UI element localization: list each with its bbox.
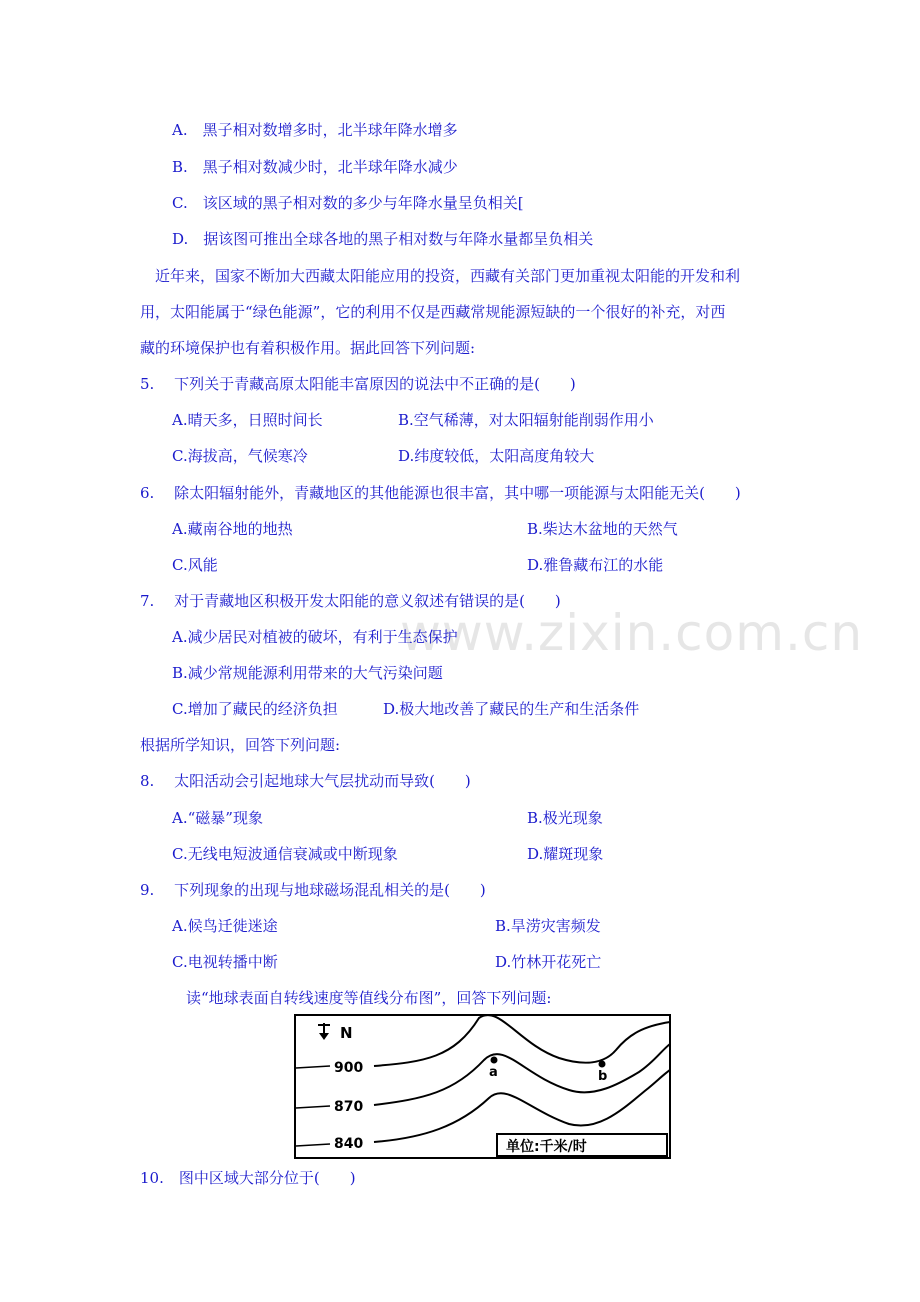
q6-stem: 6. 除太阳辐射能外，青藏地区的其他能源也很丰富，其中哪一项能源与太阳能无关( ) <box>140 484 741 502</box>
watermark: www.zixin.com.cn <box>400 604 864 662</box>
point-a-marker <box>491 1057 498 1064</box>
q5-stem: 5. 下列关于青藏高原太阳能丰富原因的说法中不正确的是( ) <box>140 375 576 393</box>
q5-option-d[interactable]: D.纬度较低，太阳高度角较大 <box>398 447 595 465</box>
q6-option-b[interactable]: B.柴达木盆地的天然气 <box>527 520 678 538</box>
q9-option-c[interactable]: C.电视转播中断 <box>172 953 278 971</box>
q5-option-b[interactable]: B.空气稀薄，对太阳辐射能削弱作用小 <box>398 411 654 429</box>
q8-option-d[interactable]: D.耀斑现象 <box>527 845 604 863</box>
q6-option-a[interactable]: A.藏南谷地的地热 <box>172 520 293 538</box>
passage-line-1: 近年来，国家不断加大西藏太阳能应用的投资，西藏有关部门更加重视太阳能的开发和利 <box>155 267 741 285</box>
passage-line-3: 藏的环境保护也有着积极作用。据此回答下列问题: <box>140 339 476 357</box>
point-a-label: a <box>489 1065 498 1080</box>
q9-stem: 9. 下列现象的出现与地球磁场混乱相关的是( ) <box>140 881 486 899</box>
q4-option-c[interactable]: C. 该区域的黑子相对数的多少与年降水量呈负相关[ <box>172 194 524 212</box>
q4-option-a[interactable]: A. 黑子相对数增多时，北半球年降水增多 <box>172 121 458 139</box>
q7-stem: 7. 对于青藏地区积极开发太阳能的意义叙述有错误的是( ) <box>140 592 561 610</box>
isoline-figure <box>294 1014 671 1159</box>
isoline-label-900: 900 <box>334 1060 364 1076</box>
q5-option-a[interactable]: A.晴天多，日照时间长 <box>172 411 323 429</box>
q8-option-b[interactable]: B.极光现象 <box>527 809 603 827</box>
q6-option-c[interactable]: C.风能 <box>172 556 218 574</box>
q9-option-a[interactable]: A.候鸟迁徙迷途 <box>172 917 278 935</box>
q4-option-d[interactable]: D. 据该图可推出全球各地的黑子相对数与年降水量都呈负相关 <box>172 230 594 248</box>
q6-option-d[interactable]: D.雅鲁藏布江的水能 <box>527 556 664 574</box>
q7-option-c[interactable]: C.增加了藏民的经济负担 <box>172 700 338 718</box>
point-b-marker <box>599 1061 606 1068</box>
q10-stem: 10. 图中区域大部分位于( ) <box>140 1169 356 1187</box>
q9-option-d[interactable]: D.竹林开花死亡 <box>495 953 602 971</box>
unit-label: 单位:千米/时 <box>506 1139 587 1155</box>
point-b-label: b <box>598 1069 608 1084</box>
isoline-label-870: 870 <box>334 1099 364 1115</box>
q8-stem: 8. 太阳活动会引起地球大气层扰动而导致( ) <box>140 772 471 790</box>
q7-option-b[interactable]: B.减少常规能源利用带来的大气污染问题 <box>172 664 443 682</box>
q4-option-b[interactable]: B. 黑子相对数减少时，北半球年降水减少 <box>172 158 458 176</box>
q8-option-a[interactable]: A.“磁暴”现象 <box>172 809 263 827</box>
isoline-label-840: 840 <box>334 1136 364 1152</box>
section-intro-3: 读“地球表面自转线速度等值线分布图”，回答下列问题: <box>186 989 552 1007</box>
passage-line-2: 用，太阳能属于“绿色能源”，它的利用不仅是西藏常规能源短缺的一个很好的补充，对西 <box>140 303 726 321</box>
q7-option-d[interactable]: D.极大地改善了藏民的生产和生活条件 <box>383 700 640 718</box>
north-label: N <box>340 1024 353 1042</box>
section-intro-2: 根据所学知识，回答下列问题: <box>140 736 341 754</box>
q7-option-a[interactable]: A.减少居民对植被的破坏，有利于生态保护 <box>172 628 458 646</box>
q9-option-b[interactable]: B.旱涝灾害频发 <box>495 917 601 935</box>
q8-option-c[interactable]: C.无线电短波通信衰减或中断现象 <box>172 845 398 863</box>
q5-option-c[interactable]: C.海拔高，气候寒冷 <box>172 447 308 465</box>
